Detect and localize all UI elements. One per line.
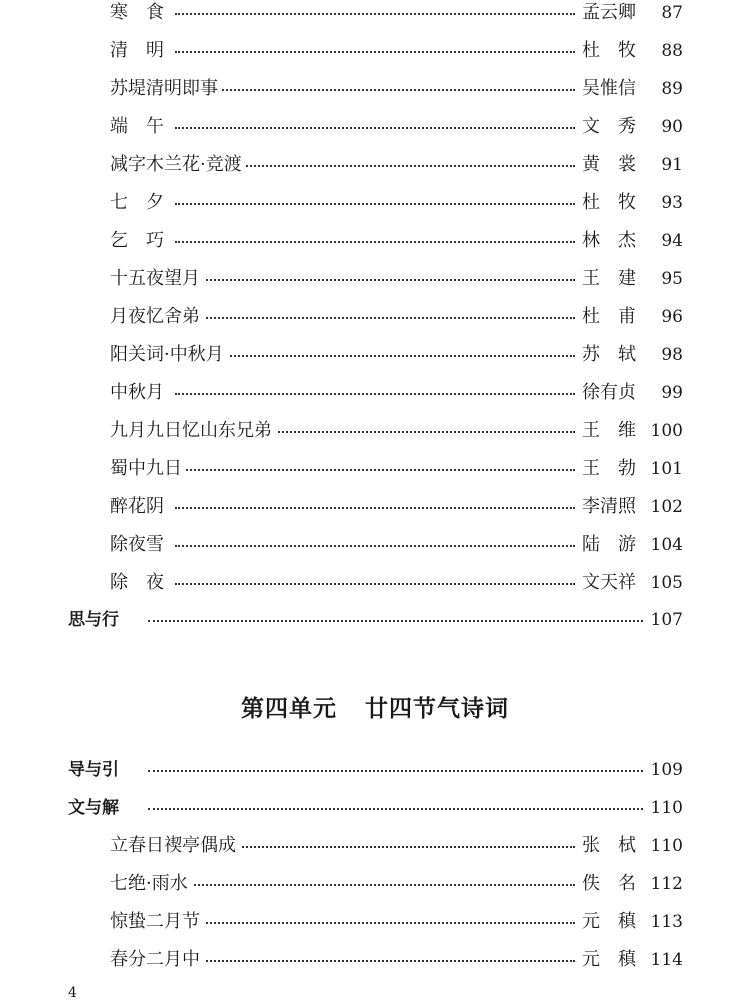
- poem-author: 王 勃: [582, 458, 636, 479]
- section-title: 思与行: [68, 610, 123, 630]
- leader-dots: [175, 884, 575, 886]
- page-ref: 90: [661, 117, 683, 137]
- poem-author: 陆 游: [582, 534, 636, 555]
- page-ref: 105: [650, 573, 683, 593]
- leader-dots: [175, 89, 575, 91]
- page-ref: 87: [661, 3, 683, 23]
- toc-entry: [0, 873, 750, 914]
- poem-author: 李清照: [582, 496, 636, 517]
- poem-title: 七绝·雨水: [110, 874, 192, 894]
- poem-title: 月夜忆舍弟: [110, 307, 204, 327]
- poem-author: 徐有贞: [582, 382, 636, 403]
- toc-entry: [0, 572, 750, 613]
- page-ref: 88: [661, 41, 683, 61]
- page-ref: 99: [661, 383, 683, 403]
- leader-dots: [175, 545, 575, 547]
- poem-title: 除夜雪: [110, 535, 168, 555]
- toc-entry: [0, 420, 750, 461]
- poem-author: 黄 裳: [582, 154, 636, 175]
- page-ref: 96: [661, 307, 683, 327]
- toc-section-entry: [0, 612, 750, 650]
- leader-dots: [148, 770, 643, 772]
- unit-heading: [0, 690, 750, 723]
- poem-title: 中秋月: [110, 383, 168, 403]
- leader-dots: [175, 51, 575, 53]
- toc-entry: [0, 949, 750, 990]
- poem-title: 寒 食: [110, 3, 168, 23]
- poem-author: 林 杰: [582, 230, 636, 251]
- leader-dots: [175, 127, 575, 129]
- page-ref: 102: [650, 497, 683, 517]
- poem-author: 佚 名: [582, 873, 636, 894]
- page-ref: 110: [650, 798, 683, 818]
- page-ref: 95: [661, 269, 683, 289]
- page-ref: 93: [661, 193, 683, 213]
- poem-title: 十五夜望月: [110, 269, 204, 289]
- page-ref: 89: [661, 79, 683, 99]
- toc-entry: [0, 382, 750, 423]
- leader-dots: [175, 279, 575, 281]
- toc-entry: [0, 306, 750, 347]
- leader-dots: [175, 960, 575, 962]
- toc-entry: [0, 496, 750, 537]
- toc-section-entry: [0, 762, 750, 800]
- page-ref: 100: [650, 421, 683, 441]
- leader-dots: [148, 808, 643, 810]
- poem-title: 惊蛰二月节: [110, 912, 204, 932]
- poem-author: 杜 牧: [582, 192, 636, 213]
- toc-entry: [0, 40, 750, 81]
- poem-title: 阳关词·中秋月: [110, 345, 228, 365]
- leader-dots: [175, 469, 575, 471]
- toc-entry: [0, 116, 750, 157]
- poem-author: 吴惟信: [582, 78, 636, 99]
- page-ref: 107: [650, 610, 683, 630]
- poem-author: 元 稹: [582, 911, 636, 932]
- poem-author: 元 稹: [582, 949, 636, 970]
- poem-title: 除 夜: [110, 573, 168, 593]
- poem-author: 文 秀: [582, 116, 636, 137]
- poem-title: 端 午: [110, 117, 168, 137]
- poem-title: 醉花阴: [110, 497, 168, 517]
- poem-title: 春分二月中: [110, 950, 204, 970]
- toc-entry: [0, 534, 750, 575]
- poem-title: 蜀中九日: [110, 459, 186, 479]
- poem-author: 杜 甫: [582, 306, 636, 327]
- unit-name: 廿四节气诗词: [365, 696, 509, 722]
- poem-author: 孟云卿: [582, 2, 636, 23]
- toc-entry: [0, 78, 750, 119]
- page-ref: 98: [661, 345, 683, 365]
- leader-dots: [175, 203, 575, 205]
- page-ref: 94: [661, 231, 683, 251]
- leader-dots: [175, 355, 575, 357]
- section-title: 导与引: [68, 760, 123, 780]
- unit-number: 第四单元: [241, 696, 337, 722]
- toc-entry: [0, 344, 750, 385]
- poem-author: 张 栻: [582, 835, 636, 856]
- page-number: 4: [68, 985, 77, 1001]
- page-ref: 113: [650, 912, 683, 932]
- leader-dots: [175, 393, 575, 395]
- toc-entry: [0, 192, 750, 233]
- section-title: 文与解: [68, 798, 123, 818]
- leader-dots: [148, 620, 643, 622]
- poem-author: 杜 牧: [582, 40, 636, 61]
- toc-entry: [0, 835, 750, 876]
- page-ref: 104: [650, 535, 683, 555]
- toc-entry: [0, 230, 750, 271]
- poem-author: 苏 轼: [582, 344, 636, 365]
- poem-author: 王 建: [582, 268, 636, 289]
- poem-title: 清 明: [110, 41, 168, 61]
- page-ref: 112: [650, 874, 683, 894]
- poem-title: 苏堤清明即事: [110, 79, 222, 99]
- toc-entry: [0, 2, 750, 43]
- page-ref: 114: [650, 950, 683, 970]
- leader-dots: [175, 507, 575, 509]
- poem-author: 王 维: [582, 420, 636, 441]
- poem-title: 九月九日忆山东兄弟: [110, 421, 276, 441]
- toc-entry: [0, 154, 750, 195]
- toc-entry: [0, 458, 750, 499]
- toc-entry: [0, 911, 750, 952]
- leader-dots: [175, 317, 575, 319]
- page-ref: 101: [650, 459, 683, 479]
- page-ref: 91: [661, 155, 683, 175]
- poem-title: 乞 巧: [110, 231, 168, 251]
- poem-author: 文天祥: [582, 572, 636, 593]
- leader-dots: [175, 583, 575, 585]
- leader-dots: [175, 922, 575, 924]
- toc-section-entry: [0, 800, 750, 838]
- poem-title: 立春日禊亭偶成: [110, 836, 240, 856]
- leader-dots: [175, 13, 575, 15]
- toc-entry: [0, 268, 750, 309]
- poem-title: 减字木兰花·竞渡: [110, 155, 246, 175]
- leader-dots: [175, 241, 575, 243]
- poem-title: 七 夕: [110, 193, 168, 213]
- page-ref: 109: [650, 760, 683, 780]
- page-ref: 110: [650, 836, 683, 856]
